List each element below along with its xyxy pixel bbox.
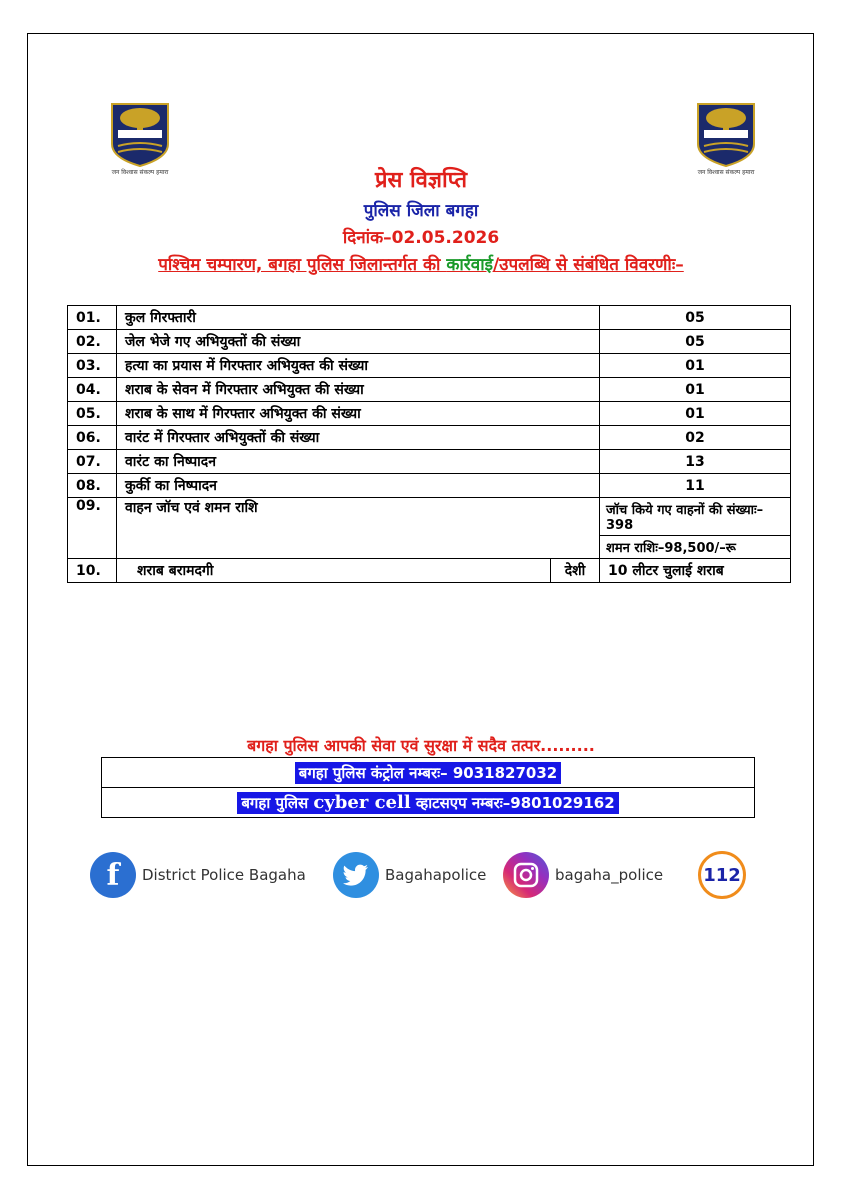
row-label: वारंट का निष्पादन bbox=[117, 450, 600, 474]
contact-table bbox=[101, 757, 755, 818]
table-row bbox=[68, 559, 791, 583]
cyber-suffix: व्हाटसएप नम्बरः–9801029162 bbox=[410, 794, 615, 812]
row-number: 07. bbox=[68, 450, 117, 474]
report-subtitle bbox=[0, 252, 842, 275]
statistics-table bbox=[67, 305, 791, 583]
twitter-link[interactable] bbox=[333, 850, 486, 900]
row-number: 09. bbox=[68, 498, 117, 559]
row-number: 03. bbox=[68, 354, 117, 378]
twitter-handle: Bagahapolice bbox=[385, 866, 487, 884]
row-number: 04. bbox=[68, 378, 117, 402]
press-release-title: प्रेस विज्ञप्ति bbox=[374, 168, 468, 193]
row-number: 01. bbox=[68, 306, 117, 330]
facebook-icon: f bbox=[90, 852, 136, 898]
table-row bbox=[68, 354, 791, 378]
row-label: वारंट में गिरफ्तार अभियुक्तों की संख्या bbox=[117, 426, 600, 450]
vehicles-checked: जॉच किये गए वाहनों की संख्याः–398 bbox=[606, 503, 764, 533]
instagram-link[interactable] bbox=[503, 850, 663, 900]
row-label: शराब के साथ में गिरफ्तार अभियुक्त की संख्या bbox=[117, 402, 600, 426]
row-number: 02. bbox=[68, 330, 117, 354]
twitter-icon bbox=[333, 852, 379, 898]
row-value: 05 bbox=[600, 306, 791, 330]
row-label: वाहन जॉच एवं शमन राशि bbox=[117, 498, 600, 559]
row-label: हत्या का प्रयास में गिरफ्तार अभियुक्त की संख्या bbox=[117, 354, 600, 378]
liquor-type: देशी bbox=[551, 559, 600, 583]
table-row bbox=[68, 402, 791, 426]
control-room-number: बगहा पुलिस कंट्रोल नम्बरः– 9031827032 bbox=[295, 762, 561, 784]
table-row bbox=[68, 378, 791, 402]
cyber-cell-number bbox=[237, 792, 618, 814]
instagram-icon bbox=[503, 852, 549, 898]
row-label: कुर्की का निष्पादन bbox=[117, 474, 600, 498]
row-number: 08. bbox=[68, 474, 117, 498]
subtitle-green-text: कार्रवाई bbox=[446, 255, 493, 275]
table-row bbox=[68, 426, 791, 450]
row-value: 01 bbox=[600, 402, 791, 426]
subtitle-text: पश्चिम चम्पारण, बगहा पुलिस जिलान्तर्गत की bbox=[158, 255, 447, 275]
fine-amount: शमन राशिः–98,500/–रू bbox=[600, 535, 790, 556]
table-row bbox=[68, 498, 791, 559]
subtitle-text-end: /उपलब्धि से संबंधित विवरणीः– bbox=[492, 255, 684, 275]
row-number: 05. bbox=[68, 402, 117, 426]
row-value: 10 लीटर चुलाई शराब bbox=[600, 559, 791, 583]
row-value bbox=[600, 498, 791, 559]
row-label: जेल भेजे गए अभियुक्तों की संख्या bbox=[117, 330, 600, 354]
row-number: 10. bbox=[68, 559, 117, 583]
district-name: पुलिस जिला बगहा bbox=[363, 201, 479, 221]
emergency-number: 112 bbox=[703, 864, 741, 886]
table-row bbox=[68, 450, 791, 474]
instagram-handle: bagaha_police bbox=[555, 866, 664, 884]
row-value: 11 bbox=[600, 474, 791, 498]
cyber-prefix: बगहा पुलिस bbox=[241, 794, 314, 812]
logo-motto: जन विश्वास संकल्प हमारा bbox=[111, 169, 169, 176]
row-label: शराब के सेवन में गिरफ्तार अभियुक्त की संख्या bbox=[117, 378, 600, 402]
cyber-cell-cell bbox=[102, 788, 755, 818]
emergency-112-icon bbox=[698, 851, 746, 899]
row-value: 05 bbox=[600, 330, 791, 354]
row-number: 06. bbox=[68, 426, 117, 450]
row-value: 01 bbox=[600, 378, 791, 402]
emergency-112-logo bbox=[698, 850, 746, 900]
police-slogan: बगहा पुलिस आपकी सेवा एवं सुरक्षा में सदैव तत्पर......... bbox=[247, 736, 595, 755]
row-value: 01 bbox=[600, 354, 791, 378]
logo-motto: जन विश्वास संकल्प हमारा bbox=[697, 169, 755, 176]
facebook-link[interactable] bbox=[90, 850, 306, 900]
table-row bbox=[68, 330, 791, 354]
table-row bbox=[68, 306, 791, 330]
row-label: कुल गिरफ्तारी bbox=[117, 306, 600, 330]
control-number-cell bbox=[102, 758, 755, 788]
row-value: 02 bbox=[600, 426, 791, 450]
row-value: 13 bbox=[600, 450, 791, 474]
release-date: दिनांक–02.05.2026 bbox=[342, 228, 500, 248]
cyber-cell-text: cyber cell bbox=[313, 792, 411, 813]
facebook-handle: District Police Bagaha bbox=[142, 866, 306, 884]
row-label: शराब बरामदगी bbox=[117, 559, 551, 583]
table-row bbox=[68, 474, 791, 498]
